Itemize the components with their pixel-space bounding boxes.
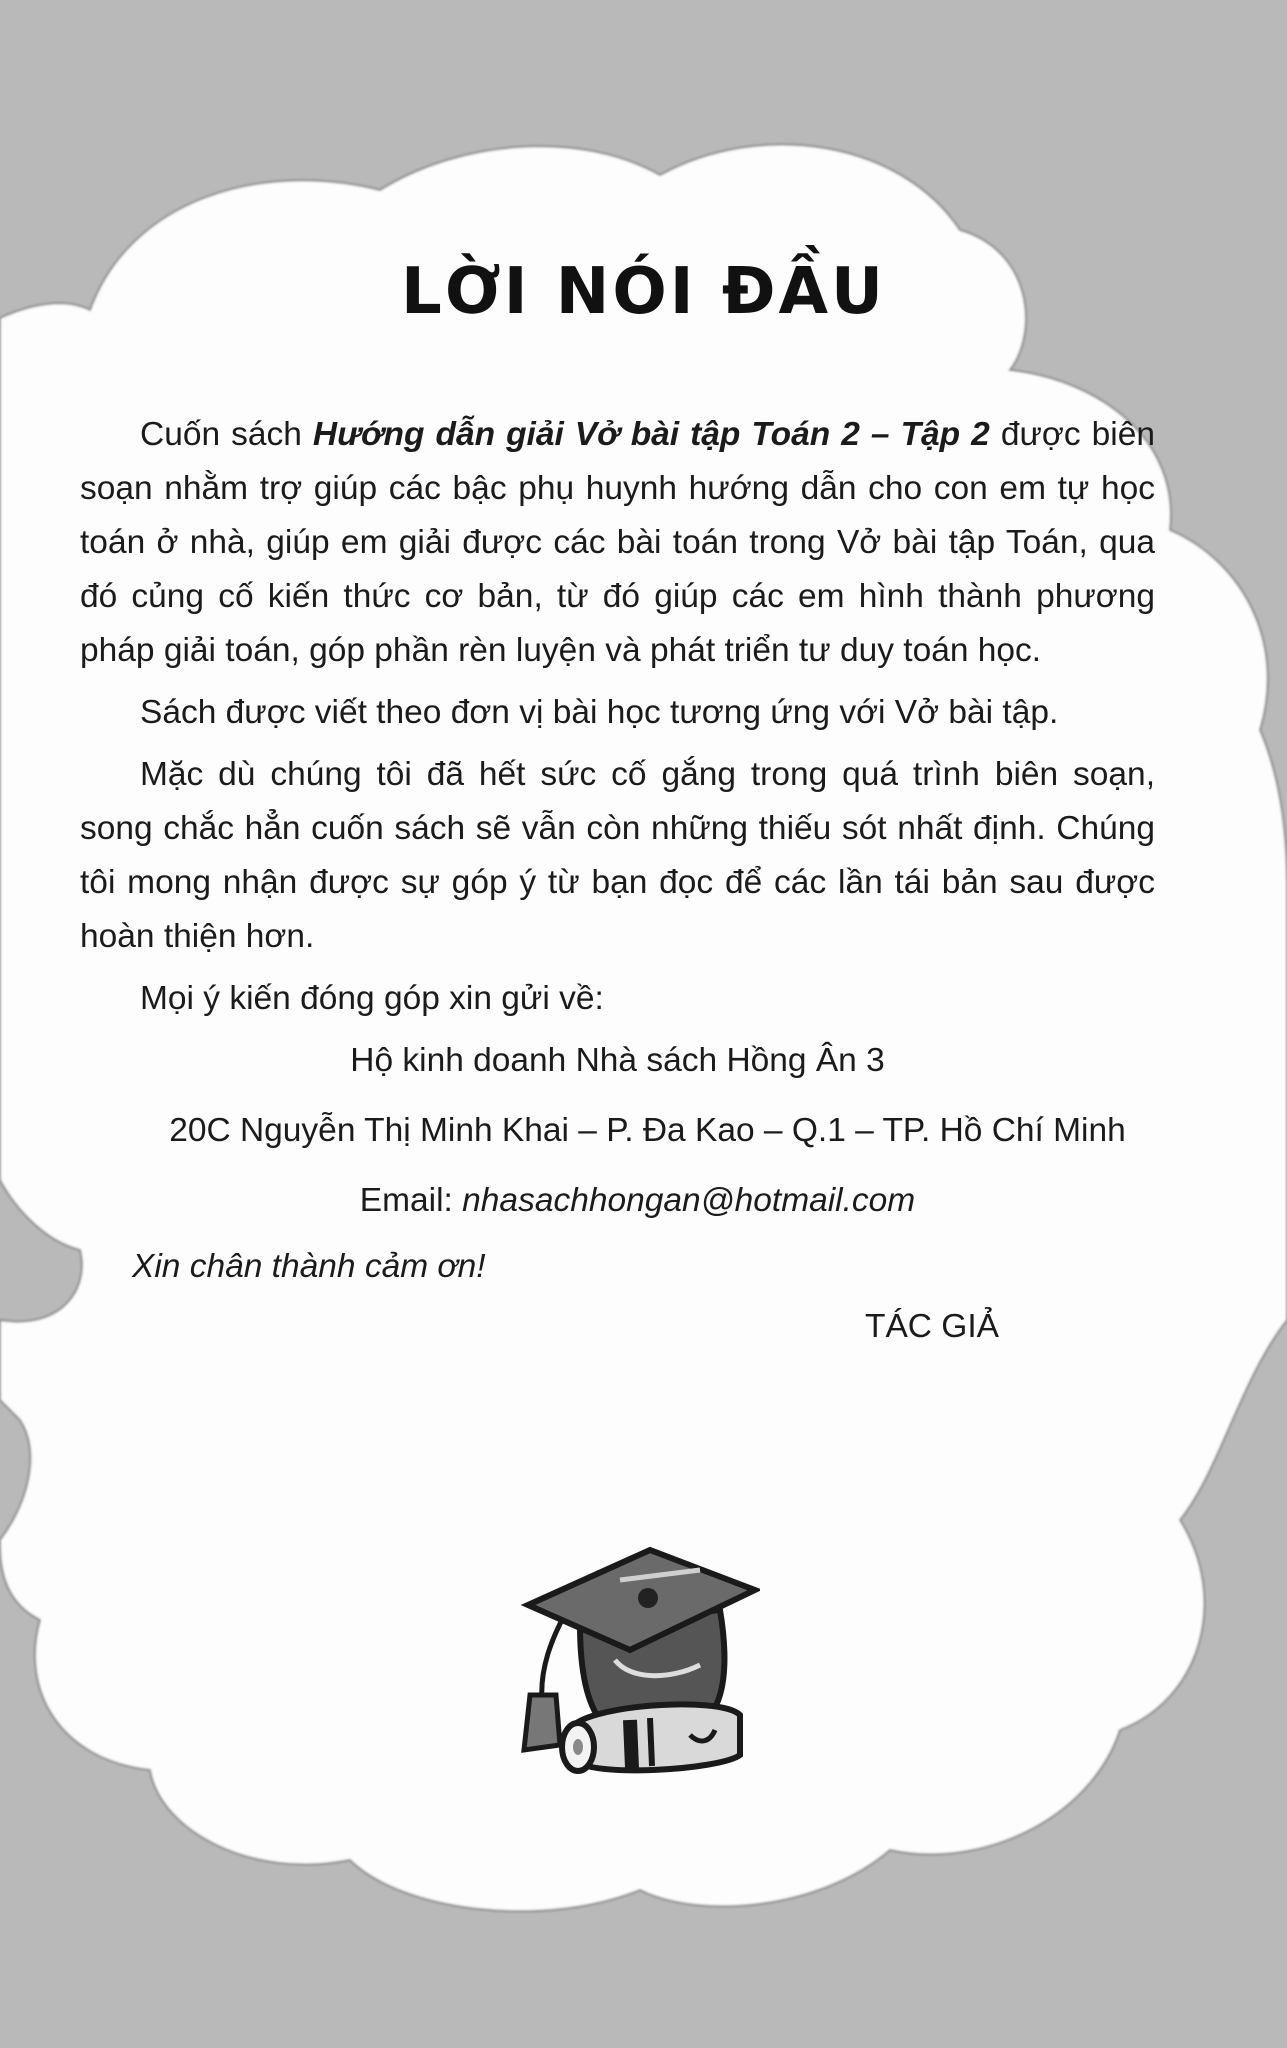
paragraph-intro [80, 408, 1155, 678]
paragraph-feedback: Mọi ý kiến đóng góp xin gửi về: [140, 980, 604, 1017]
contact-address: 20C Nguyễn Thị Minh Khai – P. Đa Kao – Q.1 – TP. Hồ Chí Minh [169, 1112, 1126, 1149]
page-title: LỜI NÓI ĐẦU [401, 255, 886, 329]
email-address: nhasachhongan@hotmail.com [462, 1182, 916, 1219]
intro-text: Cuốn sách [140, 416, 313, 453]
graduation-cap-diploma-icon [520, 1530, 760, 1780]
intro-rest: được biên soạn nhằm trợ giúp các bậc phụ huynh hướng dẫn cho con em tự học toán ở nhà, giúp em giải được các bài toán trong Vở bài tập Toán, qua đó củng cố kiến thức cơ bản, từ đó giúp các em hình thành phương pháp giải toán, góp phần rèn luyện và phát triển tư duy toán học. [80, 416, 1155, 669]
thanks-line: Xin chân thành cảm ơn! [132, 1248, 486, 1285]
paragraph-structure: Sách được viết theo đơn vị bài học tương ứng với Vở bài tập. [140, 694, 1059, 731]
book-title: Hướng dẫn giải Vở bài tập Toán 2 – Tập 2 [312, 416, 990, 453]
contact-name: Hộ kinh doanh Nhà sách Hồng Ân 3 [350, 1042, 885, 1079]
email-label: Email: [359, 1182, 463, 1219]
author-signature: TÁC GIẢ [865, 1308, 1000, 1345]
contact-email [80, 1174, 1155, 1228]
paragraph-apology: Mặc dù chúng tôi đã hết sức cố gắng trong quá trình biên soạn, song chắc hẳn cuốn sách sẽ vẫn còn những thiếu sót nhất định. Chúng tôi mong nhận được sự góp ý từ bạn đọc để các lần tái bản sau được hoàn thiện hơn. [80, 756, 1155, 955]
preface-body [80, 408, 1155, 1354]
